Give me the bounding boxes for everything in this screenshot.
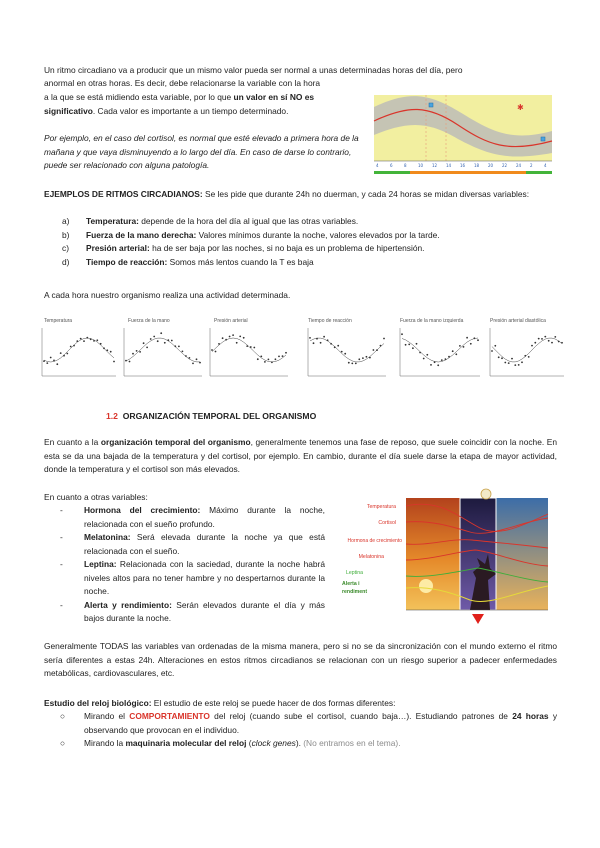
mini-chart-point: [401, 333, 403, 335]
mini-chart-label: Tiempo de reacción: [308, 318, 352, 324]
list-marker: -: [60, 532, 63, 542]
mini-chart-point: [362, 357, 364, 359]
mini-chart-point: [470, 343, 472, 345]
mini-chart-point: [110, 351, 112, 353]
mini-chart-point: [437, 364, 439, 366]
mini-chart-point: [341, 351, 343, 353]
mini-chart-point: [229, 336, 231, 338]
clock-study-title: Estudio del reloj biológico: El estudio de este reloj se puede hacer de dos formas diferentes:: [44, 698, 396, 708]
mini-chart-trend-line: [212, 338, 286, 362]
mini-chart-point: [544, 336, 546, 338]
mini-chart-point: [541, 338, 543, 340]
variable-item: - Alerta y rendimiento: Serán elevados durante el día y más bajos durante la noche.: [60, 599, 325, 623]
list-marker: c): [62, 243, 69, 253]
x-tick: 6: [390, 163, 393, 168]
mini-chart-point: [548, 340, 550, 342]
intro-line-4: significativo. Cada valor es importante a un tiempo determinado.: [44, 106, 289, 116]
figure-label-melatonin: Melatonina: [358, 554, 384, 560]
day-night-svg: [330, 488, 556, 626]
mini-chart-point: [243, 337, 245, 339]
example-item: b) Fuerza de la mano derecha: Valores mínimos durante la noche, valores elevados por la tarde.: [62, 229, 557, 243]
mini-chart-point: [157, 340, 159, 342]
mini-chart-point: [508, 362, 510, 364]
mini-chart-point: [264, 361, 266, 363]
mini-chart-point: [96, 339, 98, 341]
list-marker: ○: [60, 711, 66, 721]
mini-chart-point: [278, 356, 280, 358]
mini-chart-point: [373, 349, 375, 351]
mini-chart-point: [463, 346, 465, 348]
mini-chart-label: Temperatura: [44, 318, 73, 324]
mini-chart-axis: [42, 328, 116, 376]
figure-label-performance: rendiment: [342, 589, 368, 595]
mini-chart-point: [309, 337, 311, 339]
mini-chart-point: [551, 342, 553, 344]
mini-chart-point: [452, 350, 454, 352]
mini-chart-point: [253, 347, 255, 349]
mini-chart-point: [132, 353, 134, 355]
intro-line-2: anormal en otras horas. Es decir, debe relacionarse la variable con la hora: [44, 78, 321, 88]
figure-label-alertness: Alerta i: [342, 581, 360, 587]
mini-chart-grip: [120, 318, 204, 386]
mini-chart-point: [139, 351, 141, 353]
mini-chart-point: [160, 332, 162, 334]
mini-chart-point: [222, 337, 224, 339]
day-night-figure: [330, 488, 556, 626]
mini-chart-point: [412, 347, 414, 349]
mini-chart-point: [348, 362, 350, 364]
mini-chart-label: Presión arterial: [214, 318, 248, 324]
mini-chart-point: [511, 358, 513, 360]
red-arrow-icon: [472, 614, 484, 624]
cortisol-example: Por ejemplo, en el caso del cortisol, es normal que esté elevado a primera hora de la mañana y que vaya disminuyendo a lo largo del día. En caso de darse lo contrario, puede ser relacionado con alguna patología.: [44, 133, 359, 170]
mini-chart-point: [150, 338, 152, 340]
mini-chart-point: [538, 338, 540, 340]
day-bar-end: [526, 171, 552, 174]
mini-chart-point: [143, 342, 145, 344]
mini-chart-point: [358, 358, 360, 360]
mini-chart-point: [459, 345, 461, 347]
mini-chart-point: [521, 361, 523, 363]
mini-chart-point: [430, 364, 432, 366]
mini-chart-point: [171, 340, 173, 342]
mini-chart-point: [441, 359, 443, 361]
list-marker: ○: [60, 738, 66, 748]
mini-chart-trend-line: [402, 338, 478, 362]
mini-chart-svg: [304, 318, 388, 386]
section-heading: [106, 411, 316, 421]
dawn-panel: [496, 498, 548, 610]
mini-chart-point: [268, 359, 270, 361]
variable-item: - Leptina: Relacionada con la saciedad, durante la noche habrá niveles altos para no tener hambre y no despertarnos durante la noche.: [60, 559, 325, 596]
intro-line-3: a la que se está midiendo esta variable, por lo que un valor en sí NO es: [44, 92, 315, 102]
moon-icon: [481, 489, 491, 499]
mini-chart-temperature: [38, 318, 118, 386]
mini-chart-point: [275, 358, 277, 360]
mini-chart-svg: [120, 318, 204, 386]
x-tick: 10: [418, 163, 424, 168]
generally-paragraph: Generalmente TODAS las variables van ordenadas de la misma manera, pero si no se da sincronización con el mundo externo el ritmo sería diferentes a estas 24h. Alteraciones en estos ritmos circadianos se relacionan con un riesgo superior a padecer enfermedades metabólicas, cardiovasculares, etc.: [44, 641, 557, 678]
list-marker: -: [60, 559, 63, 569]
abnormal-point-star: ✱: [517, 103, 524, 112]
list-marker: b): [62, 229, 70, 240]
mini-chart-point: [80, 338, 82, 340]
organization-paragraph: En cuanto a la organización temporal del organismo, generalmente tenemos una fase de reposo, que suele coincidir con la noche. En esta se da una bajada de la temperatura y del cortisol, por ejemplo. En cambio, durante el día suele darse la etapa de mayor actividad, donde la temperatura y el cortisol son más elevados.: [44, 437, 558, 474]
mini-chart-label: Fuerza de la mano: [128, 318, 170, 324]
mini-chart-point: [56, 363, 58, 365]
list-marker: -: [60, 599, 63, 610]
x-tick: 16: [460, 163, 466, 168]
mini-chart-point: [192, 363, 194, 365]
mini-chart-point: [355, 363, 357, 365]
mini-chart-point: [351, 363, 353, 365]
mini-chart-point: [282, 355, 284, 357]
mini-chart-axis: [400, 328, 480, 376]
example-item: d) Tiempo de reacción: Somos más lentos cuando la T es baja: [62, 256, 557, 270]
list-marker: a): [62, 216, 70, 226]
sun-icon: [419, 579, 433, 593]
x-tick: 20: [488, 163, 494, 168]
figure-label-cortisol: Cortisol: [378, 520, 396, 526]
mini-chart-point: [239, 336, 241, 338]
mini-chart-point: [285, 352, 287, 354]
mini-chart-point: [129, 361, 131, 363]
mini-chart-point: [514, 364, 516, 366]
mini-chart-point: [423, 358, 425, 360]
mini-chart-point: [83, 340, 85, 342]
mini-chart-point: [383, 338, 385, 340]
section-number: 1.2: [106, 411, 118, 421]
figure-label-leptin: Leptina: [346, 570, 364, 576]
mini-chart-point: [182, 351, 184, 353]
mini-chart-point: [232, 334, 234, 336]
mini-chart-point: [136, 350, 138, 352]
mini-chart-point: [466, 337, 468, 339]
mini-chart-point: [455, 353, 457, 355]
mini-chart-label: Fuerza de la mano izquierda: [400, 318, 464, 324]
example-item: a) Temperatura: depende de la hora del día al igual que las otras variables.: [62, 215, 557, 229]
mini-chart-point: [344, 353, 346, 355]
other-vars-intro: En cuanto a otras variables:: [44, 492, 148, 502]
mini-chart-point: [260, 356, 262, 358]
mini-chart-diastolic: [486, 318, 566, 386]
mini-chart-axis: [210, 328, 288, 376]
x-tick: 24: [516, 163, 522, 168]
mini-chart-point: [70, 346, 72, 348]
figure-label-temperature: Temperatura: [366, 504, 396, 510]
mini-chart-point: [494, 345, 496, 347]
mini-chart-axis: [490, 328, 564, 376]
mini-chart-point: [498, 356, 500, 358]
mini-chart-left-grip: [396, 318, 482, 386]
mini-chart-point: [416, 343, 418, 345]
intro-line-1: Un ritmo circadiano va a producir que un mismo valor pueda ser normal a unas determinadas horas del día, pero: [44, 65, 463, 75]
mini-chart-point: [211, 349, 213, 351]
mini-chart-point: [554, 336, 556, 338]
mini-chart-point: [320, 342, 322, 344]
mini-chart-point: [153, 336, 155, 338]
variable-item: - Melatonina: Será elevada durante la noche ya que está relacionada con el sueño.: [60, 532, 325, 556]
mini-chart-label: Presión arterial diastólica: [490, 318, 546, 324]
mini-chart-point: [60, 352, 62, 354]
x-tick: 2: [530, 163, 533, 168]
example-item: c) Presión arterial: ha de ser baja por las noches, si no baja es un problema de hipertensión.: [62, 242, 557, 256]
clock-study-list: [60, 710, 557, 751]
mini-chart-point: [178, 346, 180, 348]
day-bar-start: [374, 171, 410, 174]
x-tick: 14: [446, 163, 452, 168]
list-marker: d): [62, 256, 70, 267]
mini-chart-point: [50, 357, 52, 359]
mini-chart-point: [477, 339, 479, 341]
mini-chart-point: [501, 357, 503, 359]
mini-chart-point: [366, 356, 368, 358]
mini-chart-point: [528, 356, 530, 358]
mini-chart-svg: [38, 318, 118, 386]
x-tick: 4: [376, 163, 379, 168]
mini-chart-svg: [486, 318, 566, 386]
clock-study-item: ○ Mirando el COMPORTAMIENTO del reloj (cuando sube el cortisol, cuando baja…). Estudiando patrones de 24 horas y observando que provocan en el individuo.: [60, 711, 558, 735]
cortisol-wave-chart: [368, 91, 556, 177]
mini-chart-point: [66, 353, 68, 355]
mini-chart-reaction: [304, 318, 388, 386]
mini-chart-point: [426, 354, 428, 356]
figure-label-growth-hormone: Hormona de crecimiento: [347, 538, 402, 544]
variable-item: - Hormona del crecimiento: Máximo durante la noche, relacionada con el sueño profundo.: [60, 505, 325, 529]
sample-point-morning: [429, 103, 433, 107]
mini-chart-point: [113, 361, 115, 363]
mini-chart-axis: [124, 328, 202, 376]
x-tick: 22: [502, 163, 508, 168]
each-hour-text: A cada hora nuestro organismo realiza una actividad determinada.: [44, 290, 291, 300]
mini-chart-svg: [396, 318, 482, 386]
mini-chart-point: [323, 336, 325, 338]
mini-chart-point: [164, 342, 166, 344]
mini-chart-point: [534, 342, 536, 344]
mini-chart-svg: [206, 318, 290, 386]
examples-list: [62, 215, 557, 269]
mini-chart-point: [215, 351, 217, 353]
mini-chart-point: [337, 345, 339, 347]
mini-chart-point: [405, 344, 407, 346]
mini-chart-point: [146, 347, 148, 349]
mini-chart-point: [491, 350, 493, 352]
sample-point-evening: [541, 137, 545, 141]
other-vars-list: [60, 504, 325, 626]
x-tick: 4: [544, 163, 547, 168]
x-tick: 12: [432, 163, 438, 168]
mini-chart-point: [518, 364, 520, 366]
mini-chart-point: [504, 362, 506, 364]
mini-chart-point: [46, 362, 48, 364]
section-title: ORGANIZACIÓN TEMPORAL DEL ORGANISMO: [122, 411, 317, 421]
x-tick: 8: [404, 163, 407, 168]
mini-chart-point: [313, 342, 315, 344]
wave-chart-svg: [368, 91, 556, 177]
x-tick: 18: [474, 163, 480, 168]
clock-study-item: ○ Mirando la maquinaria molecular del reloj (clock genes). (No entramos en el tema).: [60, 737, 557, 751]
mini-chart-point: [257, 358, 259, 360]
mini-chart-axis: [308, 328, 386, 376]
examples-paragraph: EJEMPLOS DE RITMOS CIRCADIANOS: Se les pide que durante 24h no duerman, y cada 24 horas se midan diversas variables:: [44, 189, 530, 199]
mini-chart-point: [531, 345, 533, 347]
mini-chart-point: [196, 358, 198, 360]
mini-chart-trend-line: [44, 338, 114, 362]
list-marker: -: [60, 505, 63, 515]
mini-chart-point: [408, 344, 410, 346]
activity-bar: [410, 171, 526, 174]
mini-chart-point: [236, 342, 238, 344]
mini-chart-pressure: [206, 318, 290, 386]
